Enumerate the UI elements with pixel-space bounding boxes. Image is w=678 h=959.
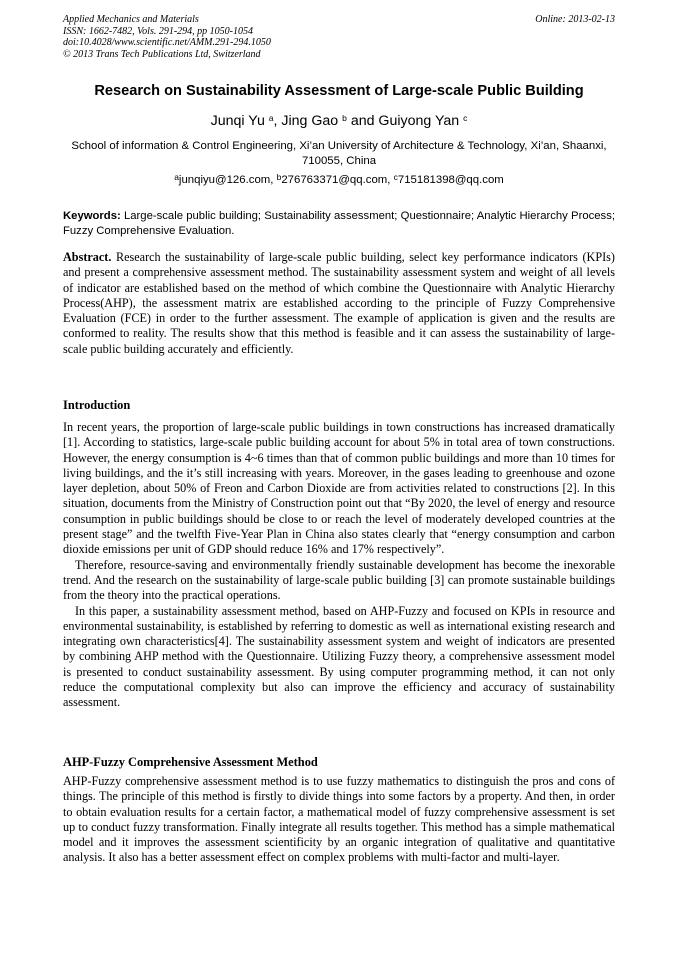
author-line	[40, 112, 638, 130]
keywords-text: Large-scale public building; Sustainability assessment; Questionnaire; Analytic Hierarchy Process; Fuzzy Comprehensive Evaluation.	[63, 210, 615, 238]
author-superscript: c	[463, 113, 468, 123]
paragraph: In recent years, the proportion of large-scale public buildings in town constructions has increased dramatically [1]. According to statistics, large-scale public building account for about 5% in total area of town constructions. However, the energy consumption is 4~6 times than that of common public buildings and more than 10 times for living buildings, and the it’s still increasing with years. Moreover, in the gases leading to greenhouse and ozone layer depletion, about 50% of Freon and Carbon Dioxide are from activities related to constructions [2]. In this situation, documents from the Ministry of Construction point out that “By 2020, the level of energy and resource consumption in public buildings should be close to or reach the level of moderately developed countries at the present stage” and the twelfth Five-Year Plan in China also states clearly that “energy consumption and carbon dioxide emissions per unit of GDP should reduce 16% and 17% respectively”.	[63, 420, 615, 557]
keywords-block	[63, 209, 615, 239]
email-address: 276763371@qq.com,	[281, 174, 394, 186]
paper-title: Research on Sustainability Assessment of Large-scale Public Building	[94, 83, 584, 99]
section-heading-ahp-fuzzy: AHP-Fuzzy Comprehensive Assessment Method	[63, 755, 318, 769]
section-heading-introduction: Introduction	[63, 398, 131, 412]
abstract-text: Research the sustainability of large-scale public building, select key performance indicators (KPIs) and present a comprehensive assessment method. The sustainability assessment system and weight of all levels of indicator are established based on the method of which combine the Questionnaire with Analytic Hierarchy Process(AHP), the assessment matrix are established according to the principle of Fuzzy Comprehensive Evaluation (FCE) in order to the further assessment. The example of application is given and the results are conformed to reality. The results show that this method is feasible and it can assess the sustainability of large-scale public building accurately and efficiently.	[63, 250, 615, 356]
introduction-body	[63, 420, 615, 711]
journal-name: Applied Mechanics and Materials	[63, 14, 199, 25]
keywords-label: Keywords:	[63, 210, 121, 222]
email-superscript: c	[393, 172, 398, 182]
online-date: Online: 2013-02-13	[535, 14, 615, 25]
email-address: 715181398@qq.com	[397, 174, 504, 186]
email-superscript: b	[276, 172, 282, 182]
email-address: junqiyu@126.com,	[178, 174, 277, 186]
ahp-fuzzy-body	[63, 774, 615, 866]
issn-line: ISSN: 1662-7482, Vols. 291-294, pp 1050-1054	[63, 25, 253, 37]
author-name: and Guiyong Yan	[346, 113, 464, 129]
email-superscript: a	[174, 172, 179, 182]
journal-header	[63, 14, 615, 60]
abstract-block	[63, 250, 615, 357]
paragraph: In this paper, a sustainability assessment method, based on AHP-Fuzzy and focused on KPIs in resource and environmental sustainability, is established by referring to domestic as well as international existing research and integrating own characteristics[4]. The sustainability assessment system and weight of indicators are presented by combining AHP method with the Questionnaire. Utilizing Fuzzy theory, a comprehensive assessment model is presented to conduct sustainability assessment. By using computer programming method, it can not only reduce the computational complexity but also can improve the efficiency and accuracy of sustainability assessment.	[63, 603, 615, 710]
author-superscript: b	[342, 113, 347, 123]
email-line	[40, 173, 638, 188]
author-name: Junqi Yu	[210, 113, 269, 129]
paragraph: AHP-Fuzzy comprehensive assessment method is to use fuzzy mathematics to distinguish the pros and cons of things. The principle of this method is firstly to divide things into some factors by a property. And then, in order to obtain evaluation results for a certain factor, a mathematical model of fuzzy comprehensive assessment is set up to conduct fuzzy transformation. Finally integrate all results together. This method has a simple mathematical model and it improves the assessment scientificity by an organic integration of qualitative and quantitative analysis. It also has a better assessment effect on complex problems with multi-factor and multi-layer.	[63, 774, 615, 865]
author-superscript: a	[268, 113, 274, 123]
author-name: , Jing Gao	[273, 113, 343, 129]
paragraph: Therefore, resource-saving and environmentally friendly sustainable development has become the inexorable trend. And the research on the sustainability of large-scale public building [3] can promote sustainable buildings from the theory into the practical operations.	[63, 557, 615, 603]
abstract-label: Abstract.	[63, 250, 112, 264]
copyright-line: © 2013 Trans Tech Publications Ltd, Switzerland	[63, 48, 261, 60]
affiliation: School of information & Control Engineering, Xi’an University of Architecture & Technology, Xi’an, Shaanxi, 710055, China	[71, 140, 607, 167]
doi-line: doi:10.4028/www.scientific.net/AMM.291-294.1050	[63, 37, 271, 49]
